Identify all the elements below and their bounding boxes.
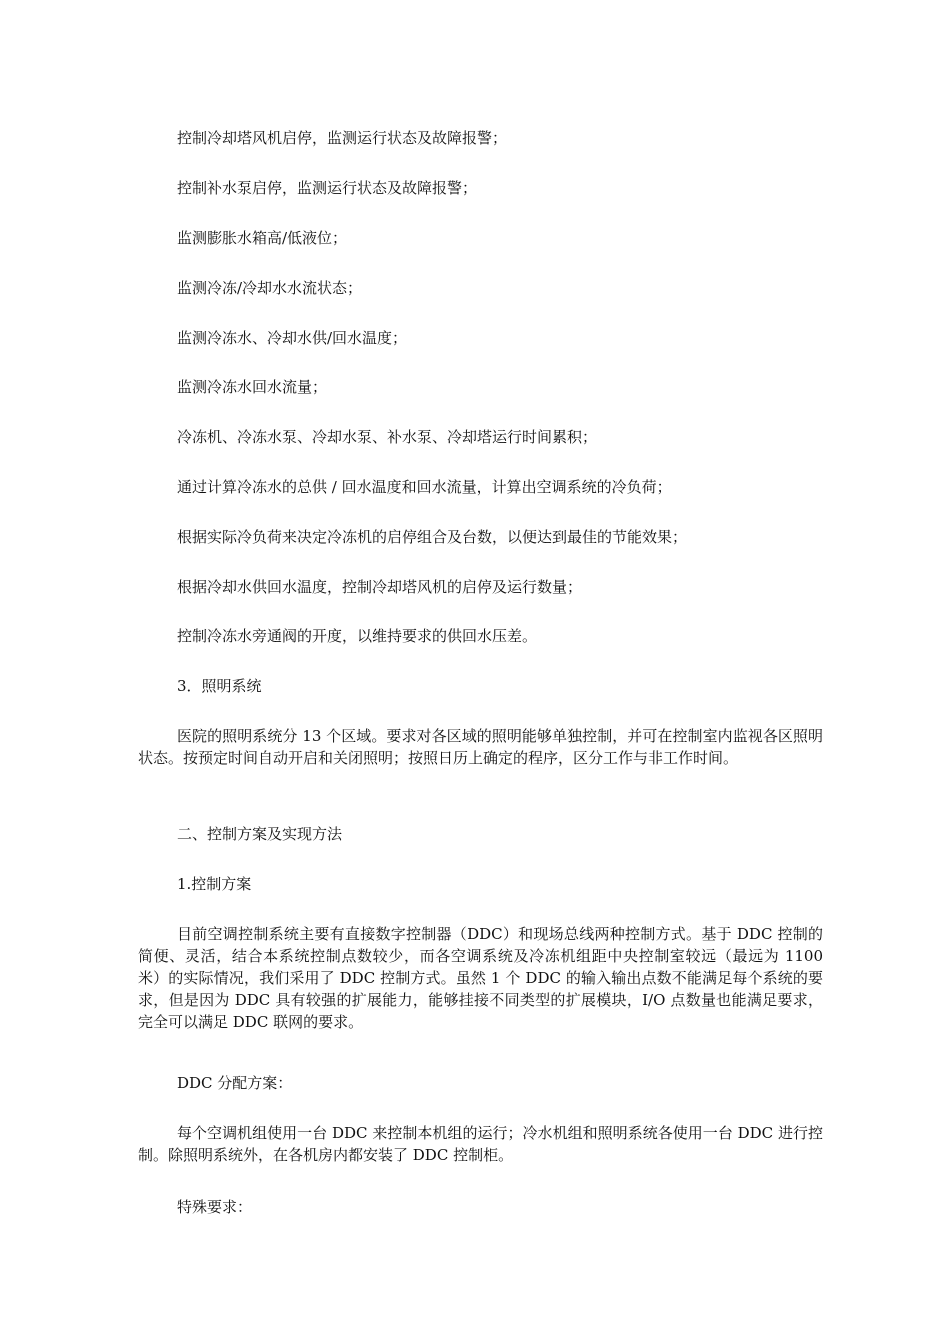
- paragraph-bypass-valve: 控制冷冻水旁通阀的开度，以维持要求的供回水压差。: [177, 627, 538, 645]
- section-heading-control-scheme: 二、控制方案及实现方法: [177, 825, 343, 843]
- paragraph-special-requirements: 特殊要求：: [177, 1198, 253, 1216]
- paragraph-runtime-accumulation: 冷冻机、冷冻水泵、冷却水泵、补水泵、冷却塔运行时间累积；: [177, 428, 598, 446]
- paragraph-tower-fan-control: 根据冷却水供回水温度，控制冷却塔风机的启停及运行数量；: [177, 578, 583, 596]
- paragraph-cooling-tower-fan: 控制冷却塔风机启停，监测运行状态及故障报警；: [177, 129, 508, 147]
- paragraph-ddc-allocation: 每个空调机组使用一台 DDC 来控制本机组的运行；冷水机组和照明系统各使用一台 DDC 进行控制。除照明系统外，在各机房内都安装了 DDC 控制柜。: [138, 1124, 823, 1164]
- section-heading-lighting: 3．照明系统: [177, 677, 262, 695]
- paragraph-return-flow: 监测冷冻水回水流量；: [177, 378, 328, 396]
- subsection-heading-control-plan: 1.控制方案: [177, 875, 252, 893]
- paragraph-ddc-allocation-heading: DDC 分配方案：: [177, 1074, 293, 1092]
- paragraph-cooling-load-calc: 通过计算冷冻水的总供 / 回水温度和回水流量，计算出空调系统的冷负荷；: [177, 478, 672, 496]
- paragraph-water-temperature: 监测冷冻水、冷却水供/回水温度；: [177, 329, 408, 347]
- paragraph-lighting-system: 医院的照明系统分 13 个区域。要求对各区域的照明能够单独控制，并可在控制室内监视各区照明状态。按预定时间自动开启和关闭照明；按照日历上确定的程序，区分工作与非工作时间。: [138, 727, 823, 767]
- paragraph-expansion-tank: 监测膨胀水箱高/低液位；: [177, 229, 348, 247]
- paragraph-ddc-description: 目前空调控制系统主要有直接数字控制器（DDC）和现场总线两种控制方式。基于 DDC 控制的简便、灵活，结合本系统控制点数较少，而各空调系统及冷冻机组距中央控制室较远（最远为 1100 米）的实际情况，我们采用了 DDC 控制方式。虽然 1 个 DDC 的输入输出点数不能满足每个系统的要求，但是因为 DDC 具有较强的扩展能力，能够挂接不同类型的扩展模块，I/O 点数量也能满足要求，完全可以满足 DDC 联网的要求。: [138, 925, 823, 1031]
- paragraph-makeup-pump: 控制补水泵启停，监测运行状态及故障报警；: [177, 179, 478, 197]
- paragraph-water-flow-state: 监测冷冻/冷却水水流状态；: [177, 279, 363, 297]
- paragraph-chiller-staging: 根据实际冷负荷来决定冷冻机的启停组合及台数，以便达到最佳的节能效果；: [177, 528, 688, 546]
